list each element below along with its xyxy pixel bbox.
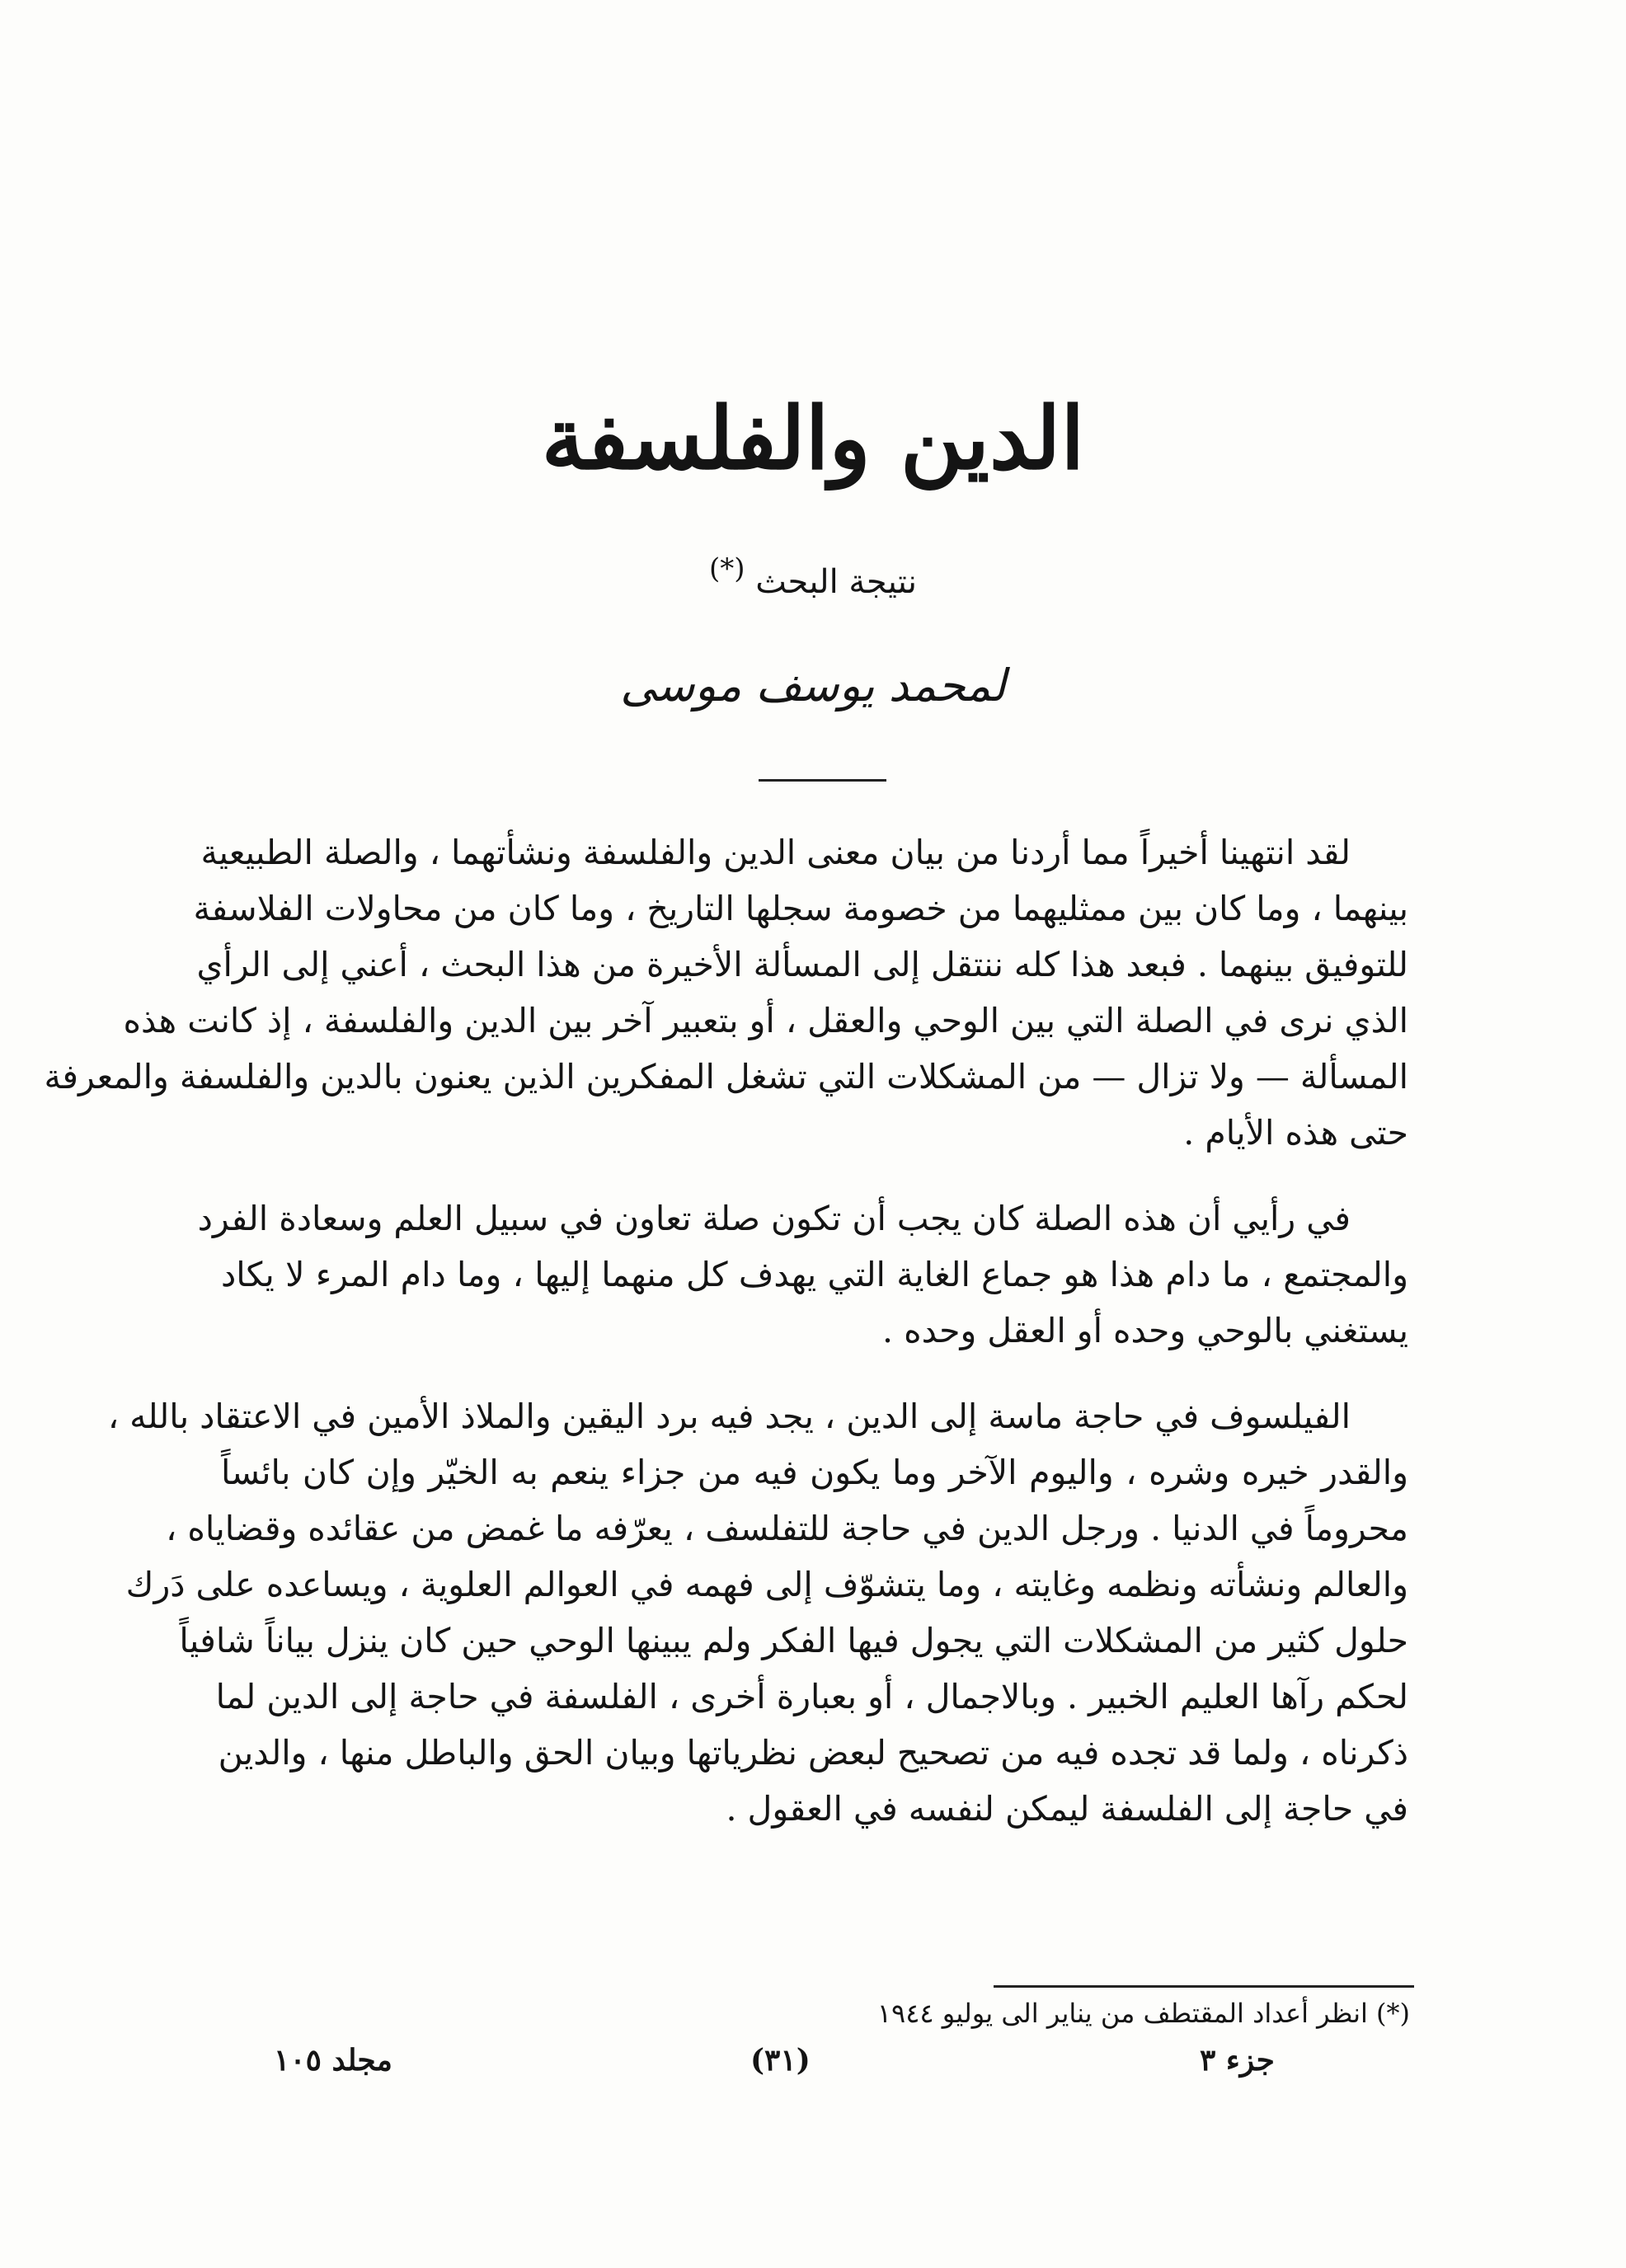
text-line: محروماً في الدنيا . ورجل الدين في حاجة للتفلسف ، يعرّفه ما غمض من عقائده وقضاياه ، [166,1509,1408,1548]
text-line: الذي نرى في الصلة التي بين الوحي والعقل ، أو بتعبير آخر بين الدين والفلسفة ، إذ كانت هذه [123,1001,1408,1040]
title-divider [759,779,886,782]
text-line: في رأيي أن هذه الصلة كان يجب أن تكون صلة تعاون في سبيل العلم وسعادة الفرد [197,1199,1351,1238]
text-line: في حاجة إلى الفلسفة ليمكن لنفسه في العقول . [726,1789,1408,1829]
subtitle-text: نتيجة البحث [755,563,917,601]
text-line: بينهما ، وما كان بين ممثليهما من خصومة سجلها التاريخ ، وما كان من محاولات الفلاسفة [193,889,1408,928]
text-line: لحكم رآها العليم الخبير . وبالاجمال ، أو بعبارة أخرى ، الفلسفة في حاجة إلى الدين لما [215,1677,1408,1716]
paragraph-1 [44,824,1408,1161]
article-subtitle [0,552,1626,601]
article-body [44,824,1408,1867]
text-line: حلول كثير من المشكلات التي يجول فيها الفكر ولم يبينها الوحي حين كان ينزل بياناً شافياً [179,1621,1408,1660]
paragraph-2 [197,1190,1408,1359]
text-line: حتى هذه الأيام . [1183,1113,1408,1153]
text-line: والعالم ونشأته ونظمه وغايته ، وما يتشوّف إلى فهمه في العوالم العلوية ، ويساعده على دَرك [125,1565,1408,1604]
text-line: المسألة — ولا تزال — من المشكلات التي تشغل المفكرين الذين يعنون بالدين والفلسفة والمعرفة [44,1057,1408,1096]
footnote: (*) انظر أعداد المقتطف من يناير الى يوليو ١٩٤٤ [876,1998,1410,2029]
footer-volume-number: مجلد ١٠٥ [274,2043,392,2078]
article-title: الدين والفلسفة [541,387,1085,489]
footnote-rule [994,1985,1414,1988]
footer-signature: (٣١) [750,2043,811,2078]
text-line: لقد انتهينا أخيراً مما أردنا من بيان معنى الدين والفلسفة ونشأتهما ، والصلة الطبيعية [200,833,1351,872]
text-line: والمجتمع ، ما دام هذا هو جماع الغاية التي يهدف كل منهما إليها ، وما دام المرء لا يكاد [221,1255,1408,1294]
paragraph-3 [107,1388,1408,1837]
footnote-marker: (*) [709,552,745,585]
text-line: للتوفيق بينهما . فبعد هذا كله ننتقل إلى المسألة الأخيرة من هذا البحث ، أعني إلى الرأي [196,945,1408,984]
text-line: والقدر خيره وشره ، واليوم الآخر وما يكون فيه من جزاء ينعم به الخيّر وإن كان بائساً [221,1453,1408,1492]
footer-part-number: جزء ٣ [1200,2043,1275,2078]
text-line: يستغني بالوحي وحده أو العقل وحده . [882,1311,1408,1350]
text-line: ذكرناه ، ولما قد تجده فيه من تصحيح لبعض نظرياتها وبيان الحق والباطل منها ، والدين [218,1733,1408,1773]
text-line: الفيلسوف في حاجة ماسة إلى الدين ، يجد فيه برد اليقين والملاذ الأمين في الاعتقاد بالله ، [107,1397,1351,1436]
author-name: لمحمد يوسف موسى [620,660,1006,711]
